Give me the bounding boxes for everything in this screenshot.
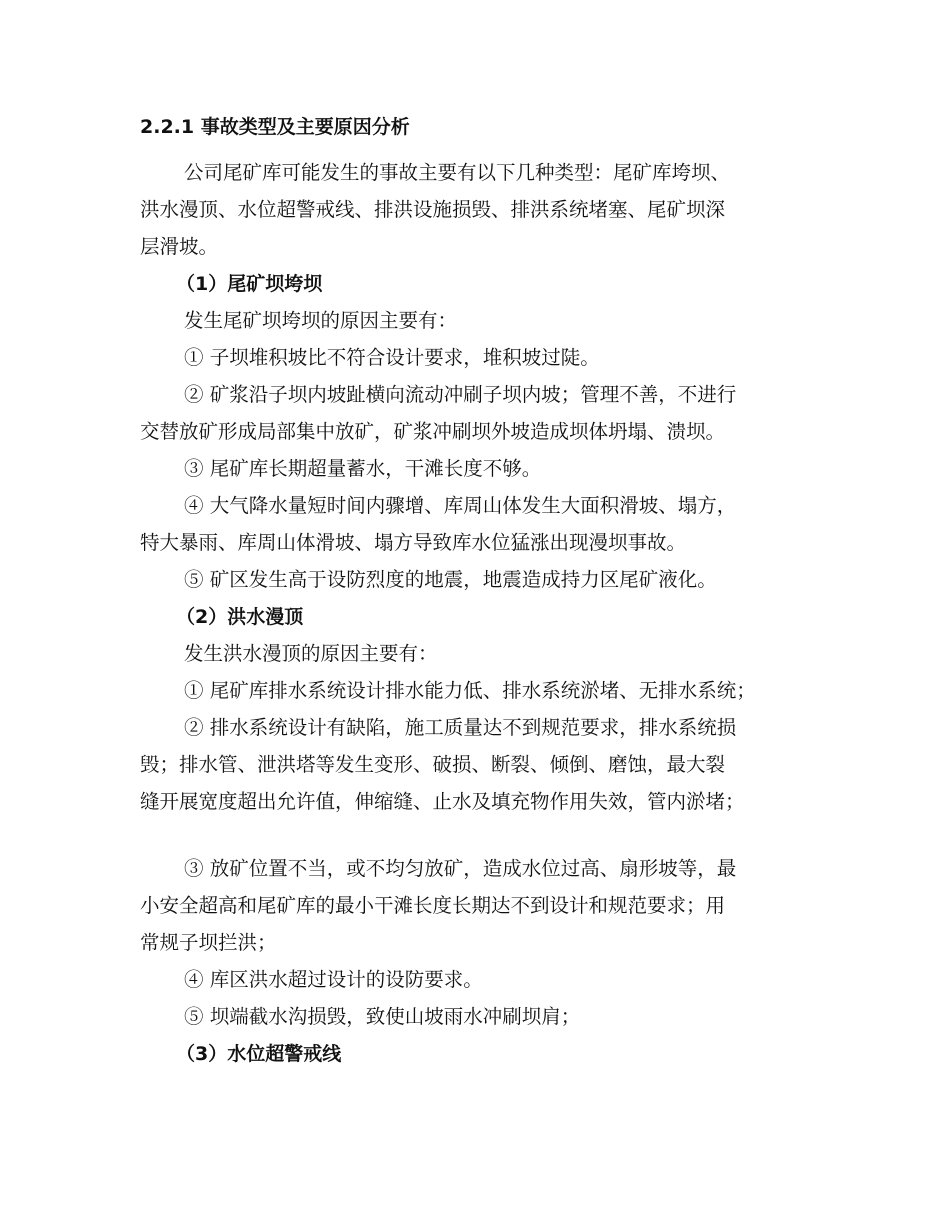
list-item: ③ 尾矿库长期超量蓄水，干滩长度不够。 xyxy=(184,457,542,480)
list-item: ⑤ 坝端截水沟损毁，致使山坡雨水冲刷坝肩； xyxy=(184,1005,581,1028)
list-item-continuation: 常规子坝拦洪； xyxy=(140,931,277,954)
list-item-continuation: 特大暴雨、库周山体滑坡、塌方导致库水位猛涨出现漫坝事故。 xyxy=(140,531,687,554)
paragraph-line: 发生尾矿坝垮坝的原因主要有： xyxy=(184,309,458,332)
paragraph-line: 公司尾矿库可能发生的事故主要有以下几种类型：尾矿库垮坝、 xyxy=(184,161,731,184)
subsection-heading-1: （1）尾矿坝垮坝 xyxy=(176,273,323,295)
list-item: ④ 大气降水量短时间内骤增、库周山体发生大面积滑坡、塌方， xyxy=(184,494,737,517)
list-item-continuation: 缝开展宽度超出允许值，伸缩缝、止水及填充物作用失效，管内淤堵； xyxy=(140,790,745,813)
list-item: ③ 放矿位置不当，或不均匀放矿，造成水位过高、扇形坡等，最 xyxy=(184,857,737,880)
subsection-heading-2: （2）洪水漫顶 xyxy=(176,606,304,628)
list-item: ⑤ 矿区发生高于设防烈度的地震，地震造成持力区尾矿液化。 xyxy=(184,568,717,591)
list-item: ② 排水系统设计有缺陷，施工质量达不到规范要求，排水系统损 xyxy=(184,716,737,739)
list-item: ④ 库区洪水超过设计的设防要求。 xyxy=(184,968,483,991)
subsection-heading-3: （3）水位超警戒线 xyxy=(176,1043,342,1065)
paragraph-line: 洪水漫顶、水位超警戒线、排洪设施损毁、排洪系统堵塞、尾矿坝深 xyxy=(140,198,726,221)
list-item-continuation: 小安全超高和尾矿库的最小干滩长度长期达不到设计和规范要求；用 xyxy=(140,894,726,917)
list-item-continuation: 毁；排水管、泄洪塔等发生变形、破损、断裂、倾倒、磨蚀，最大裂 xyxy=(140,753,726,776)
section-heading: 2.2.1 事故类型及主要原因分析 xyxy=(140,116,410,138)
list-item: ① 尾矿库排水系统设计排水能力低、排水系统淤堵、无排水系统； xyxy=(184,679,756,702)
paragraph-line: 发生洪水漫顶的原因主要有： xyxy=(184,642,438,665)
paragraph-line: 层滑坡。 xyxy=(140,235,219,258)
list-item: ① 子坝堆积坡比不符合设计要求，堆积坡过陡。 xyxy=(184,346,600,369)
list-item-continuation: 交替放矿形成局部集中放矿，矿浆冲刷坝外坡造成坝体坍塌、溃坝。 xyxy=(140,420,726,443)
list-item: ② 矿浆沿子坝内坡趾横向流动冲刷子坝内坡；管理不善，不进行 xyxy=(184,383,737,406)
